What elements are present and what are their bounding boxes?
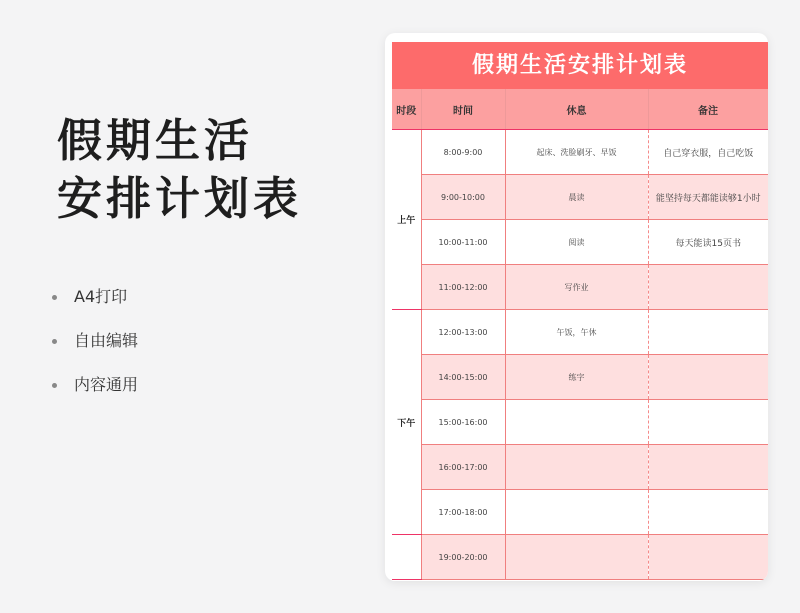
segment-afternoon: 下午 [392, 310, 421, 535]
table-row [392, 400, 768, 445]
time-cell: 12:00-13:00 [421, 310, 505, 355]
table-row [392, 220, 768, 265]
feature-item: 内容通用 [52, 371, 138, 415]
bullet-icon [52, 383, 57, 388]
time-cell: 15:00-16:00 [421, 400, 505, 445]
time-cell: 16:00-17:00 [421, 445, 505, 490]
rest-cell: 午饭，午休 [505, 310, 648, 355]
note-cell [648, 265, 768, 310]
promo-title-line-2: 安排计划表 [57, 172, 303, 225]
document-preview-card [385, 33, 768, 581]
note-cell: 每天能读15页书 [648, 220, 768, 265]
table-row [392, 490, 768, 535]
note-cell [648, 355, 768, 400]
bullet-icon [52, 339, 57, 344]
note-cell [648, 310, 768, 355]
rest-cell: 写作业 [505, 265, 648, 310]
note-cell [648, 400, 768, 445]
sheet-title: 假期生活安排计划表 [392, 42, 768, 89]
segment-morning: 上午 [392, 130, 421, 310]
time-cell: 17:00-18:00 [421, 490, 505, 535]
header-segment: 时段 [392, 89, 421, 130]
rest-cell: 起床、洗脸刷牙、早饭 [505, 130, 648, 175]
table-row [392, 265, 768, 310]
time-cell: 19:00-20:00 [421, 535, 505, 580]
time-cell: 11:00-12:00 [421, 265, 505, 310]
table-row [392, 445, 768, 490]
time-cell: 9:00-10:00 [421, 175, 505, 220]
table-row [392, 130, 768, 175]
table-row [392, 535, 768, 580]
segment-evening [392, 535, 421, 580]
rest-cell: 练字 [505, 355, 648, 400]
promo-title [57, 112, 302, 228]
feature-item: A4打印 [52, 283, 138, 327]
promo-title-line-1: 假期生活 [57, 114, 254, 167]
note-cell: 自己穿衣服，自己吃饭 [648, 130, 768, 175]
rest-cell [505, 535, 648, 580]
feature-list [52, 283, 138, 415]
note-cell [648, 535, 768, 580]
header-rest: 休息 [505, 89, 648, 130]
rest-cell: 阅读 [505, 220, 648, 265]
note-cell [648, 445, 768, 490]
rest-cell: 晨读 [505, 175, 648, 220]
feature-item: 自由编辑 [52, 327, 138, 371]
rest-cell [505, 490, 648, 535]
rest-cell [505, 400, 648, 445]
note-cell: 能坚持每天都能读够1小时 [648, 175, 768, 220]
note-cell [648, 490, 768, 535]
schedule-table [392, 89, 768, 580]
table-row [392, 355, 768, 400]
header-time: 时间 [421, 89, 505, 130]
table-row [392, 175, 768, 220]
rest-cell [505, 445, 648, 490]
time-cell: 14:00-15:00 [421, 355, 505, 400]
time-cell: 10:00-11:00 [421, 220, 505, 265]
schedule-sheet [392, 42, 768, 581]
bullet-icon [52, 295, 57, 300]
time-cell: 8:00-9:00 [421, 130, 505, 175]
header-note: 备注 [648, 89, 768, 130]
table-row [392, 310, 768, 355]
table-header-row [392, 89, 768, 130]
